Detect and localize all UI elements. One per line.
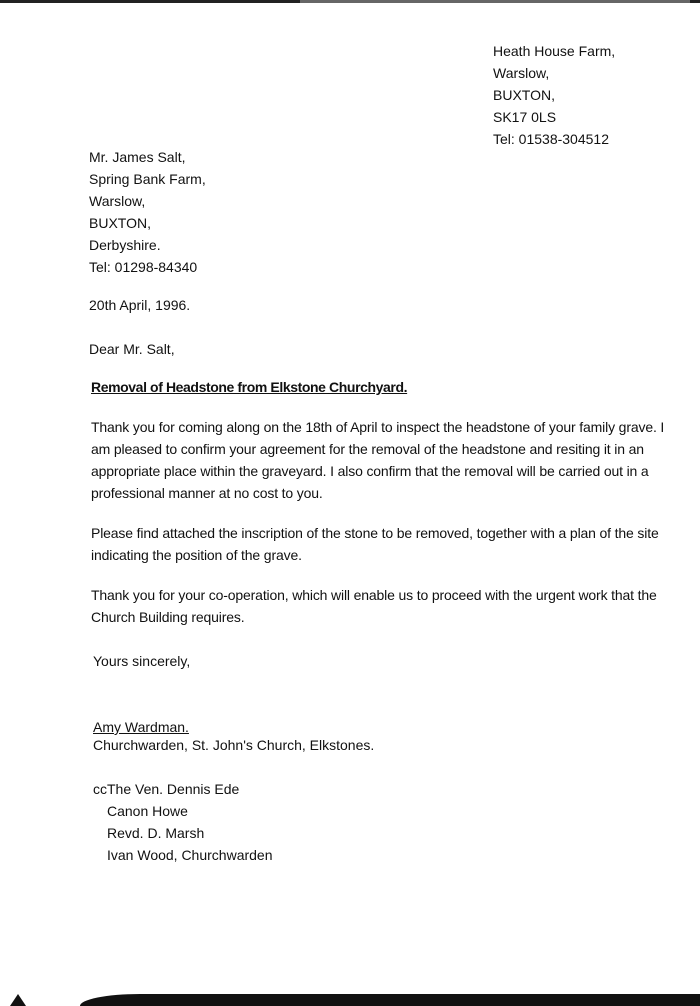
closing: Yours sincerely, — [93, 653, 191, 669]
salutation: Dear Mr. Salt, — [89, 341, 175, 357]
body-line: Thank you for your co-operation, which will enable us to proceed with the urgent work that the — [91, 587, 657, 603]
sender-line: Warslow, — [493, 65, 550, 81]
scan-edge-bottom — [80, 994, 700, 1006]
body-line: Church Building requires. — [91, 609, 245, 625]
cc-line: Canon Howe — [107, 803, 188, 819]
body-line: Please find attached the inscription of the stone to be removed, together with a plan of the site — [91, 525, 659, 541]
letter-date: 20th April, 1996. — [89, 297, 191, 313]
recipient-name: Mr. James Salt, — [89, 149, 186, 165]
cc-line: Revd. D. Marsh — [107, 825, 205, 841]
recipient-line: Spring Bank Farm, — [89, 171, 206, 187]
body-paragraph-3 — [91, 584, 657, 628]
signature-name: Amy Wardman. — [93, 719, 189, 735]
body-line: professional manner at no cost to you. — [91, 485, 323, 501]
sender-address — [493, 40, 615, 150]
body-line: appropriate place within the graveyard. I also confirm that the removal will be carried out in a — [91, 463, 649, 479]
body-paragraph-1 — [91, 416, 665, 504]
body-line: Thank you for coming along on the 18th of April to inspect the headstone of your family grave. I — [91, 419, 665, 435]
body-paragraph-2 — [91, 522, 659, 566]
sender-line: Heath House Farm, — [493, 43, 616, 59]
body-line: indicating the position of the grave. — [91, 547, 302, 563]
recipient-phone: Tel: 01298-84340 — [89, 259, 198, 275]
cc-line: Ivan Wood, Churchwarden — [107, 847, 273, 863]
cc-list — [93, 778, 273, 866]
sender-line: BUXTON, — [493, 87, 555, 103]
sender-phone: Tel: 01538-304512 — [493, 131, 609, 147]
recipient-line: BUXTON, — [89, 215, 151, 231]
scan-edge-top-light — [300, 0, 690, 3]
recipient-address — [89, 146, 206, 278]
recipient-line: Derbyshire. — [89, 237, 161, 253]
body-line: am pleased to confirm your agreement for the removal of the headstone and resiting it in an — [91, 441, 644, 457]
signature-title: Churchwarden, St. John's Church, Elkstones. — [93, 737, 375, 753]
sender-line: SK17 0LS — [493, 109, 557, 125]
recipient-line: Warslow, — [89, 193, 146, 209]
scan-edge-corner — [10, 994, 26, 1006]
subject-heading: Removal of Headstone from Elkstone Churchyard. — [91, 379, 408, 395]
cc-line: ccThe Ven. Dennis Ede — [93, 781, 240, 797]
